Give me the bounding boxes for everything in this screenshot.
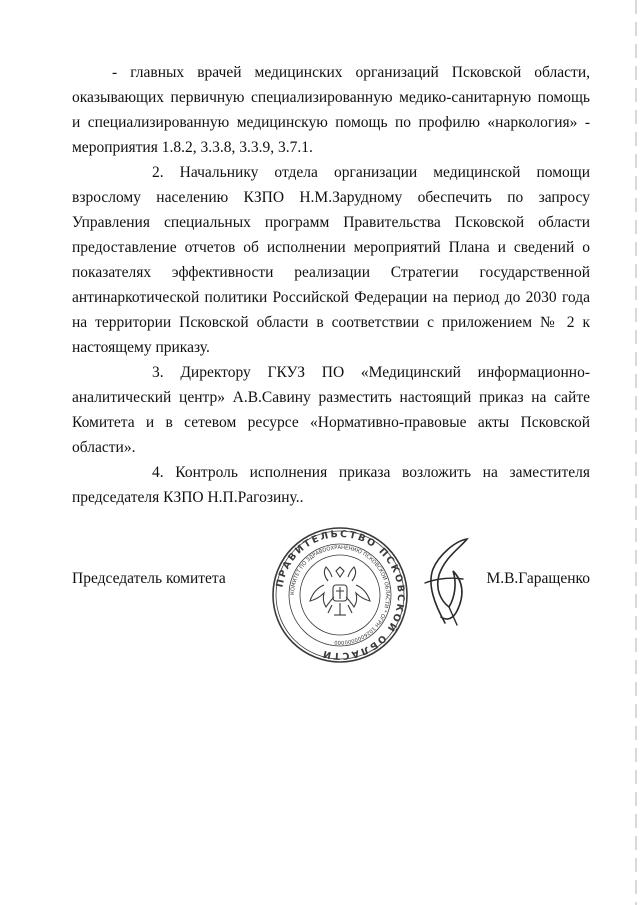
- svg-text:КОМИТЕТ ПО ЗДРАВООХРАНЕНИЮ ПСК: КОМИТЕТ ПО ЗДРАВООХРАНЕНИЮ ПСКОВСКОЙ ОБЛАСТИ * ОГРН 1026000000000: [289, 544, 391, 646]
- scan-edge-artifact: [635, 0, 637, 905]
- svg-text:ПРАВИТЕЛЬСТВО ПСКОВСКОЙ ОБЛАСТ: ПРАВИТЕЛЬСТВО ПСКОВСКОЙ ОБЛАСТИ: [274, 528, 407, 662]
- order-item-4: [72, 460, 590, 510]
- paragraph-chief-doctors: - главных врачей медицинских организаций Псковской области, оказывающих первичную специализированную медико-санитарную помощь и специализированную медицинскую помощь по профилю «наркология» - мероприятия 1.8.2, 3.3.8, 3.3.9, 3.7.1.: [72, 64, 590, 156]
- item-text: Начальнику отдела организации медицинской помощи взрослому населению КЗПО Н.М.Зарудному обеспечить по запросу Управления специальных программ Правительства Псковской области предоставление отчетов об исполнении мероприятий Плана и сведений о показателях эффективности реализации Стратегии государственной антинаркотической политики Российской Федерации на период до 2030 года на территории Псковской области в соответствии с приложением № 2 к настоящему приказу.: [72, 164, 591, 356]
- item-number: 3.: [152, 364, 164, 381]
- signatory-name: М.В.Гаращенко: [486, 570, 590, 587]
- signatory-title: Председатель комитета: [72, 570, 226, 587]
- signature-row: [72, 570, 590, 600]
- order-item-2: [72, 160, 590, 360]
- item-number: 2.: [152, 164, 164, 181]
- item-text: Директору ГКУЗ ПО «Медицинский информационно-аналитический центр» А.В.Савину разместить настоящий приказ на сайте Комитета и в сетевом ресурсе «Нормативно-правовые акты Псковской области».: [72, 364, 591, 456]
- order-item-3: [72, 360, 590, 460]
- item-number: 4.: [152, 464, 164, 481]
- item-text: Контроль исполнения приказа возложить на заместителя председателя КЗПО Н.П.Рагозину..: [72, 464, 590, 506]
- order-body: [72, 60, 590, 510]
